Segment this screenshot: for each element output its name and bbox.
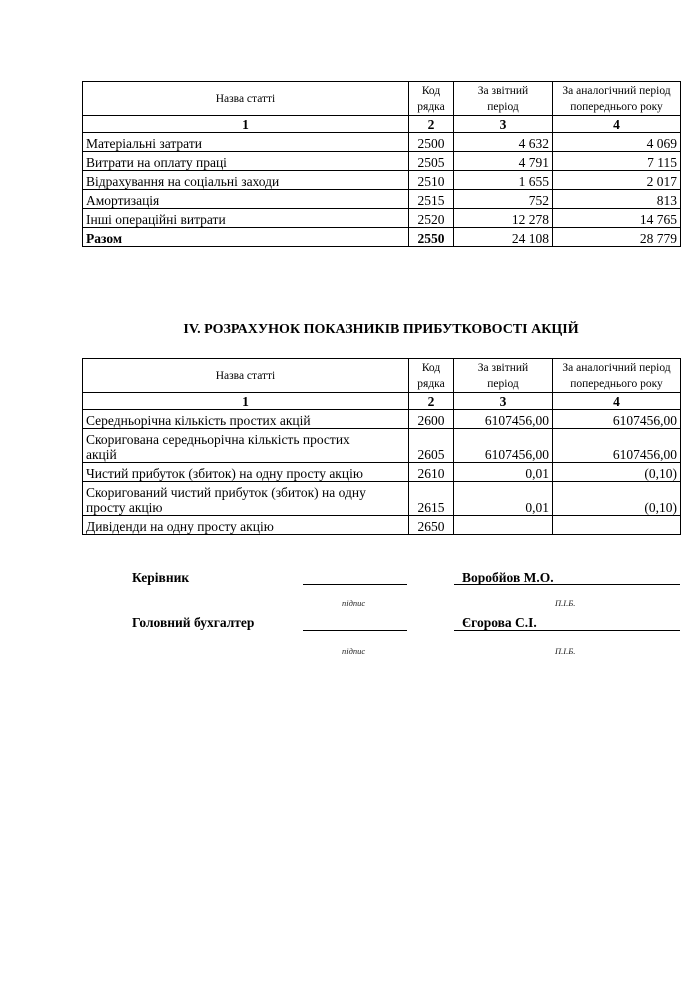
manager-name-hint: П.І.Б.: [555, 598, 576, 608]
row-code: 2605: [409, 429, 454, 463]
row-previous: 14 765: [553, 209, 681, 228]
section-title: IV. РОЗРАХУНОК ПОКАЗНИКІВ ПРИБУТКОВОСТІ АКЦІЙ: [183, 322, 579, 337]
row-current: 12 278: [454, 209, 553, 228]
table-row: [83, 516, 681, 535]
row-code: 2515: [409, 190, 454, 209]
accountant-label: Головний бухгалтер: [132, 615, 255, 630]
table-row: [83, 190, 681, 209]
accountant-signature-line: [303, 630, 407, 631]
row-current: [454, 516, 553, 535]
table-row: [83, 209, 681, 228]
total-row: [83, 228, 681, 247]
row-code: 2510: [409, 171, 454, 190]
row-name: Амортизація: [83, 190, 409, 209]
accountant-name-hint: П.І.Б.: [555, 646, 576, 656]
row-name: Витрати на оплату праці: [83, 152, 409, 171]
table-row: [83, 133, 681, 152]
row-code: 2500: [409, 133, 454, 152]
row-code: 2615: [409, 482, 454, 516]
table-header-row: [83, 359, 681, 393]
colnum-1: 1: [83, 393, 409, 410]
row-previous: (0,10): [553, 463, 681, 482]
row-previous: (0,10): [553, 482, 681, 516]
row-current: 6107456,00: [454, 429, 553, 463]
table-row: [83, 171, 681, 190]
table-row: [83, 482, 681, 516]
colnum-4: 4: [553, 393, 681, 410]
colnum-1: 1: [83, 116, 409, 133]
manager-name-line: [454, 584, 680, 585]
row-previous: 7 115: [553, 152, 681, 171]
row-previous: 813: [553, 190, 681, 209]
row-name: Скоригований чистий прибуток (збиток) на одну просту акцію: [83, 482, 409, 516]
row-code: 2505: [409, 152, 454, 171]
share-profitability-table: [82, 358, 681, 535]
row-name: Середньорічна кількість простих акцій: [83, 410, 409, 429]
total-previous: 28 779: [553, 228, 681, 247]
table-header-row: [83, 82, 681, 116]
row-current: 1 655: [454, 171, 553, 190]
row-name: Відрахування на соціальні заходи: [83, 171, 409, 190]
manager-name: Воробйов М.О.: [462, 570, 554, 585]
colnum-2: 2: [409, 393, 454, 410]
row-current: 4 791: [454, 152, 553, 171]
row-name: Матеріальні затрати: [83, 133, 409, 152]
row-name: Інші операційні витрати: [83, 209, 409, 228]
column-numbers-row: [83, 116, 681, 133]
row-code: 2610: [409, 463, 454, 482]
expenses-table: [82, 81, 681, 247]
row-name: Скоригована середньорічна кількість простих акцій: [83, 429, 409, 463]
row-current: 4 632: [454, 133, 553, 152]
colnum-3: 3: [454, 393, 553, 410]
row-name: Дивіденди на одну просту акцію: [83, 516, 409, 535]
header-name: Назва статті: [83, 82, 409, 116]
total-name: Разом: [83, 228, 409, 247]
row-code: 2520: [409, 209, 454, 228]
row-previous: 2 017: [553, 171, 681, 190]
manager-sign-hint: підпис: [342, 598, 366, 608]
row-current: 752: [454, 190, 553, 209]
total-code: 2550: [409, 228, 454, 247]
header-code: Код рядка: [409, 359, 454, 393]
header-previous: За аналогічний період попереднього року: [553, 359, 681, 393]
header-code: Код рядка: [409, 82, 454, 116]
accountant-sign-hint: підпис: [342, 646, 366, 656]
table-row: [83, 152, 681, 171]
row-current: 0,01: [454, 463, 553, 482]
row-previous: 4 069: [553, 133, 681, 152]
colnum-4: 4: [553, 116, 681, 133]
row-name: Чистий прибуток (збиток) на одну просту акцію: [83, 463, 409, 482]
header-current: За звітний період: [454, 359, 553, 393]
table-row: [83, 410, 681, 429]
row-code: 2650: [409, 516, 454, 535]
row-current: 6107456,00: [454, 410, 553, 429]
colnum-2: 2: [409, 116, 454, 133]
manager-label: Керівник: [132, 570, 190, 585]
total-current: 24 108: [454, 228, 553, 247]
header-previous: За аналогічний період попереднього року: [553, 82, 681, 116]
row-code: 2600: [409, 410, 454, 429]
accountant-name-line: [454, 630, 680, 631]
header-current: За звітний період: [454, 82, 553, 116]
table-row: [83, 463, 681, 482]
row-current: 0,01: [454, 482, 553, 516]
header-name: Назва статті: [83, 359, 409, 393]
row-previous: [553, 516, 681, 535]
colnum-3: 3: [454, 116, 553, 133]
row-previous: 6107456,00: [553, 429, 681, 463]
column-numbers-row: [83, 393, 681, 410]
accountant-name: Єгорова С.І.: [462, 615, 537, 630]
row-previous: 6107456,00: [553, 410, 681, 429]
table-row: [83, 429, 681, 463]
manager-signature-line: [303, 584, 407, 585]
